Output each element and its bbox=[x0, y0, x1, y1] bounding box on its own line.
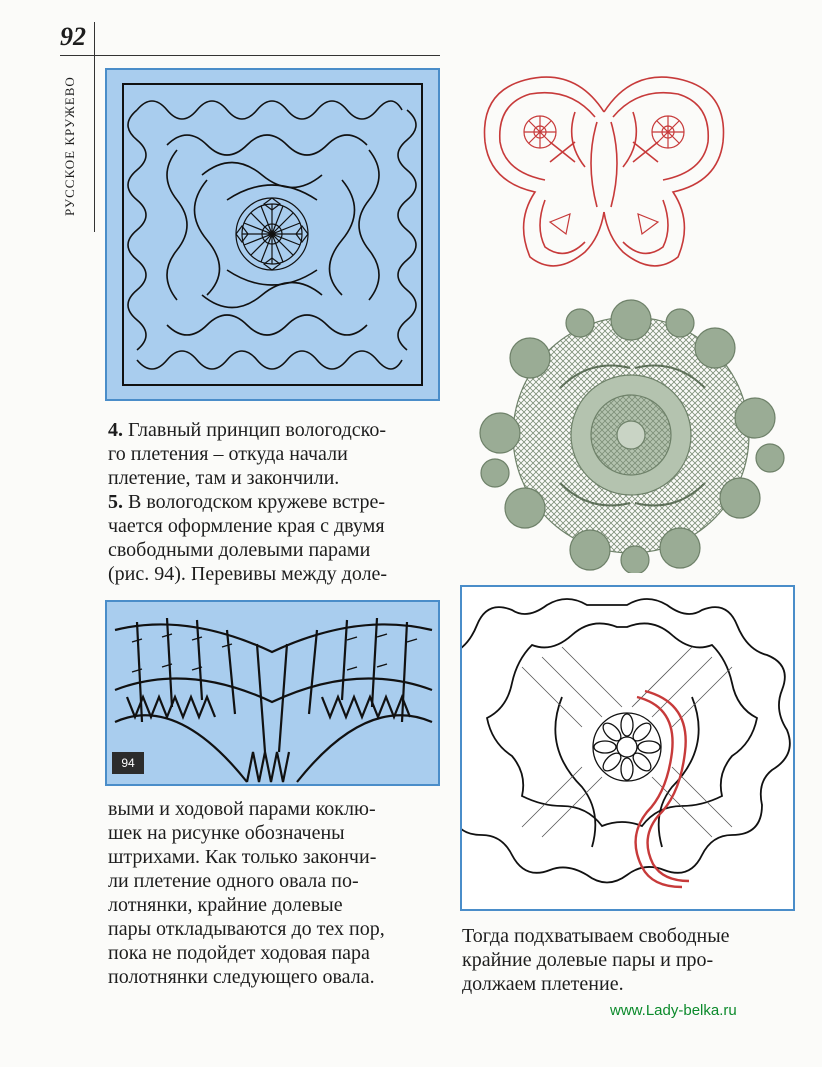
text-line-1: 4. Главный принцип вологодско- bbox=[108, 419, 386, 441]
text-line-2: го плетения – откуда начали bbox=[108, 443, 348, 465]
caption-line-3: должаем плетение. bbox=[462, 973, 624, 995]
text-line-10: штрихами. Как только закончи- bbox=[108, 846, 377, 868]
text-line-8: выми и ходовой парами коклю- bbox=[108, 798, 376, 820]
page-number: 92 bbox=[60, 22, 86, 51]
figure-94-edge-diagram bbox=[105, 600, 440, 786]
text-line-5: чается оформление края с двумя bbox=[108, 515, 385, 537]
text-line-4: 5. В вологодском кружеве встре- bbox=[108, 491, 386, 513]
caption-line-1: Тогда подхватываем свободные bbox=[462, 925, 730, 947]
text-line-13: пары откладываются до тех пор, bbox=[108, 918, 385, 940]
square-lace-pattern-figure bbox=[105, 68, 440, 401]
text-line-12: лотнянки, крайние долевые bbox=[108, 894, 343, 916]
text-line-15: полотнянки следующего овала. bbox=[108, 966, 375, 988]
header-side-rule bbox=[94, 22, 95, 232]
figure-94-label: 94 bbox=[112, 752, 144, 774]
text-line-9: шек на рисунке обозначены bbox=[108, 822, 345, 844]
caption-line-2: крайние долевые пары и про- bbox=[462, 949, 714, 971]
butterfly-lace-pattern bbox=[475, 72, 733, 280]
lace-doily-photo bbox=[470, 298, 792, 573]
hexagonal-lace-drawing bbox=[462, 587, 793, 909]
list-number: 5. bbox=[108, 491, 123, 513]
square-lace-pattern-drawing bbox=[107, 70, 438, 399]
figure-94-drawing bbox=[107, 602, 438, 784]
butterfly-lace-drawing bbox=[475, 72, 733, 280]
text-line-6: свободными долевыми парами bbox=[108, 539, 371, 561]
running-title: РУССКОЕ КРУЖЕВО bbox=[62, 76, 77, 216]
lace-doily-photo-drawing bbox=[470, 298, 792, 573]
text-line-14: пока не подойдет ходовая пара bbox=[108, 942, 370, 964]
text-line-11: ли плетение одного овала по- bbox=[108, 870, 359, 892]
list-number: 4. bbox=[108, 419, 123, 441]
text-line-3: плетение, там и закончили. bbox=[108, 467, 340, 489]
site-url-watermark: www.Lady-belka.ru bbox=[610, 1002, 737, 1019]
header-rule bbox=[60, 55, 440, 56]
hexagonal-lace-pattern-figure bbox=[460, 585, 795, 911]
text-line-7: (рис. 94). Перевивы между доле- bbox=[108, 563, 388, 585]
